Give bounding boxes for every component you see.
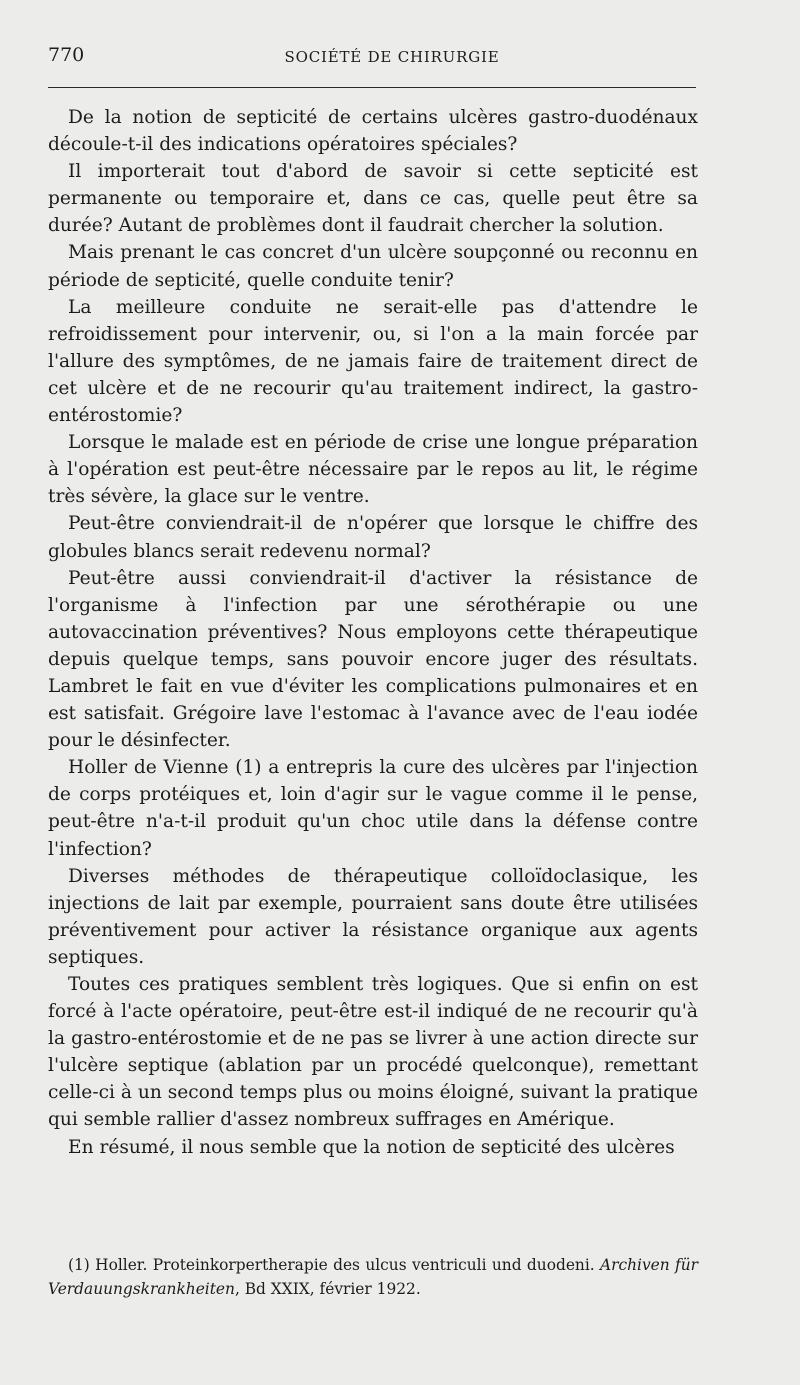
paragraph: Diverses méthodes de thérapeutique colloïdoclasique, les injections de lait par exemple, pourraient sans doute être utilisées préventivement pour activer la résistance organique aux agents septiques. — [48, 865, 698, 968]
footnote-details: , Bd XXIX, février 1922. — [234, 1280, 421, 1298]
paragraph: Peut-être conviendrait-il de n'opérer que lorsque le chiffre des globules blancs serait redevenu normal? — [48, 513, 698, 562]
paragraph: En résumé, il nous semble que la notion de septicité des ulcères — [68, 1136, 675, 1158]
paragraph: De la notion de septicité de certains ulcères gastro-duodénaux découle-t-il des indications opératoires spéciales? — [48, 107, 698, 156]
body-text — [48, 104, 698, 1161]
paragraph: Lorsque le malade est en période de crise une longue préparation à l'opération est peut-être nécessaire par le repos au lit, le régime très sévère, la glace sur le ventre. — [48, 432, 698, 508]
paragraph: Mais prenant le cas concret d'un ulcère soupçonné ou reconnu en période de septicité, quelle conduite tenir? — [48, 242, 698, 291]
paragraph: Toutes ces pratiques semblent très logiques. Que si enfin on est forcé à l'acte opératoire, peut-être est-il indiqué de ne recourir qu'à la gastro-entérostomie et de ne pas se livrer à une action directe sur l'ulcère septique (ablation par un procédé quelconque), remettant celle-ci à un second temps plus ou moins éloigné, suivant la pratique qui semble rallier d'assez nombreux suffrages en Amérique. — [48, 974, 699, 1131]
paragraph: Holler de Vienne (1) a entrepris la cure des ulcères par l'injection de corps protéiques et, loin d'agir sur le vague comme il le pense, peut-être n'a-t-il produit qu'un choc utile dans la défense contre l'infection? — [48, 757, 698, 860]
paragraph: Il importerait tout d'abord de savoir si cette septicité est permanente ou temporaire et, dans ce cas, quelle peut être sa durée? Autant de problèmes dont il faudrait chercher la solution. — [48, 161, 698, 237]
page-number: 770 — [48, 44, 85, 66]
footnote — [48, 1253, 698, 1301]
paragraph: Peut-être aussi conviendrait-il d'activer la résistance de l'organisme à l'infection par une sérothérapie ou une autovaccination préventives? Nous employons cette thérapeutique depuis quelque temps, sans pouvoir encore juger des résultats. Lambret le fait en vue d'éviter les complications pulmonaires et en est satisfait. Grégoire lave l'estomac à l'avance avec de l'eau iodée pour le désinfecter. — [48, 567, 698, 752]
footnote-journal: Archiven für Verdauungskrankheiten — [48, 1256, 699, 1298]
header-rule — [48, 87, 696, 88]
running-head: SOCIÉTÉ DE CHIRURGIE — [284, 48, 500, 66]
paragraph: La meilleure conduite ne serait-elle pas d'attendre le refroidissement pour intervenir, ou, si l'on a la main forcée par l'allure des symptômes, de ne jamais faire de traitement direct de cet ulcère et de ne recourir qu'au traitement indirect, la gastro-entérostomie? — [48, 296, 698, 427]
footnote-paragraph — [48, 1253, 698, 1301]
page-header — [48, 44, 696, 74]
footnote-text: (1) Holler. Proteinkorpertherapie des ulcus ventriculi und duodeni. — [68, 1256, 601, 1274]
